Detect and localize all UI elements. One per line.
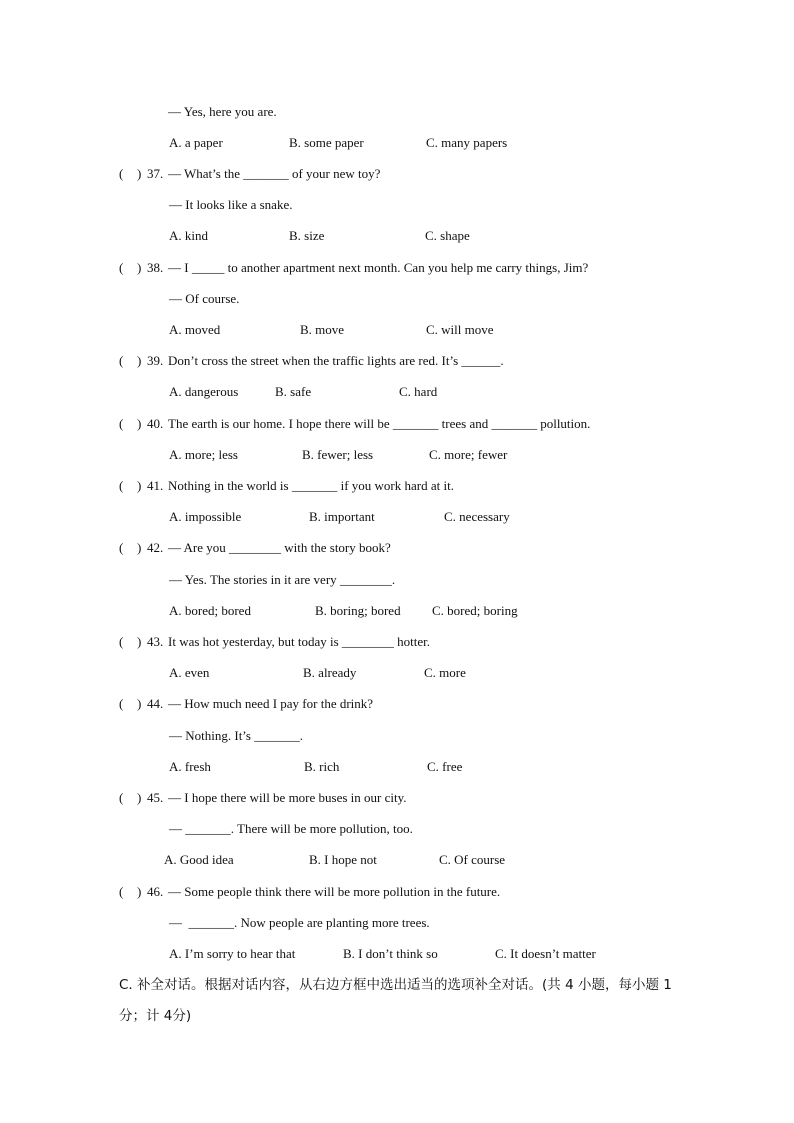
option-43-b: B. already [303, 665, 357, 680]
option-38-c: C. will move [426, 322, 494, 337]
answer-paren-close: ) [137, 353, 142, 368]
answer-paren-open: ( [119, 790, 124, 805]
answer-paren-close: ) [137, 260, 142, 275]
reply-44: — Nothing. It’s _______. [169, 728, 303, 743]
option-42-a: A. bored; bored [169, 603, 251, 618]
reply-42: — Yes. The stories in it are very ________. [169, 572, 396, 587]
option-44-a: A. fresh [169, 759, 211, 774]
answer-paren-open: ( [119, 353, 124, 368]
question-stem-37: — What’s the _______ of your new toy? [168, 166, 381, 181]
reply-36: — Yes, here you are. [168, 104, 277, 119]
answer-paren-open: ( [119, 540, 124, 555]
option-36-c: C. many papers [426, 135, 508, 150]
answer-paren-open: ( [119, 478, 124, 493]
option-38-a: A. moved [169, 322, 221, 337]
option-40-b: B. fewer; less [302, 447, 374, 462]
option-42-c: C. bored; boring [432, 603, 518, 618]
option-39-a: A. dangerous [169, 384, 239, 399]
reply-46: — _______. Now people are planting more trees. [169, 915, 430, 930]
question-stem-45: — I hope there will be more buses in our city. [168, 790, 407, 805]
question-stem-41: Nothing in the world is _______ if you work hard at it. [168, 478, 454, 493]
answer-paren-close: ) [137, 166, 142, 181]
option-37-c: C. shape [425, 228, 470, 243]
option-44-b: B. rich [304, 759, 340, 774]
option-46-c: C. It doesn’t matter [495, 946, 596, 961]
answer-paren-open: ( [119, 634, 124, 649]
answer-paren-close: ) [137, 790, 142, 805]
answer-paren-open: ( [119, 416, 124, 431]
option-46-a: A. I’m sorry to hear that [169, 946, 296, 961]
answer-paren-close: ) [137, 540, 142, 555]
question-stem-38: — I _____ to another apartment next month. Can you help me carry things, Jim? [168, 260, 589, 275]
question-stem-39: Don’t cross the street when the traffic lights are red. It’s ______. [168, 353, 504, 368]
option-46-b: B. I don’t think so [343, 946, 438, 961]
option-43-c: C. more [424, 665, 466, 680]
answer-paren-open: ( [119, 260, 124, 275]
reply-45: — _______. There will be more pollution, too. [169, 821, 413, 836]
answer-paren-close: ) [137, 478, 142, 493]
question-number-39: 39. [147, 353, 164, 368]
option-40-c: C. more; fewer [429, 447, 508, 462]
option-37-a: A. kind [169, 228, 208, 243]
option-45-a: A. Good idea [164, 852, 234, 867]
answer-paren-open: ( [119, 696, 124, 711]
option-40-a: A. more; less [169, 447, 238, 462]
option-37-b: B. size [289, 228, 325, 243]
answer-paren-open: ( [119, 884, 124, 899]
question-stem-42: — Are you ________ with the story book? [168, 540, 391, 555]
section-c-instructions: C. 补全对话。根据对话内容，从右边方框中选出适当的选项补全对话。(共 4 小题，每小题 1分；计 4分) [119, 977, 672, 1024]
answer-paren-close: ) [137, 634, 142, 649]
question-number-46: 46. [147, 884, 164, 899]
option-45-c: C. Of course [439, 852, 506, 867]
reply-38: — Of course. [169, 291, 240, 306]
answer-paren-close: ) [137, 696, 142, 711]
option-41-c: C. necessary [444, 509, 510, 524]
question-number-37: 37. [147, 166, 164, 181]
option-36-a: A. a paper [169, 135, 223, 150]
question-stem-46: — Some people think there will be more pollution in the future. [168, 884, 501, 899]
question-stem-44: — How much need I pay for the drink? [168, 696, 374, 711]
question-number-44: 44. [147, 696, 164, 711]
question-stem-43: It was hot yesterday, but today is ________ hotter. [168, 634, 431, 649]
reply-37: — It looks like a snake. [169, 197, 293, 212]
answer-paren-close: ) [137, 416, 142, 431]
option-43-a: A. even [169, 665, 210, 680]
answer-paren-close: ) [137, 884, 142, 899]
option-36-b: B. some paper [289, 135, 364, 150]
option-41-a: A. impossible [169, 509, 242, 524]
option-39-b: B. safe [275, 384, 312, 399]
option-38-b: B. move [300, 322, 345, 337]
question-number-43: 43. [147, 634, 164, 649]
option-39-c: C. hard [399, 384, 438, 399]
option-42-b: B. boring; bored [315, 603, 401, 618]
question-number-45: 45. [147, 790, 164, 805]
question-number-38: 38. [147, 260, 164, 275]
option-45-b: B. I hope not [309, 852, 377, 867]
question-stem-40: The earth is our home. I hope there will be _______ trees and _______ pollution. [168, 416, 591, 431]
question-number-41: 41. [147, 478, 164, 493]
option-44-c: C. free [427, 759, 463, 774]
question-number-42: 42. [147, 540, 164, 555]
option-41-b: B. important [309, 509, 375, 524]
answer-paren-open: ( [119, 166, 124, 181]
question-number-40: 40. [147, 416, 164, 431]
